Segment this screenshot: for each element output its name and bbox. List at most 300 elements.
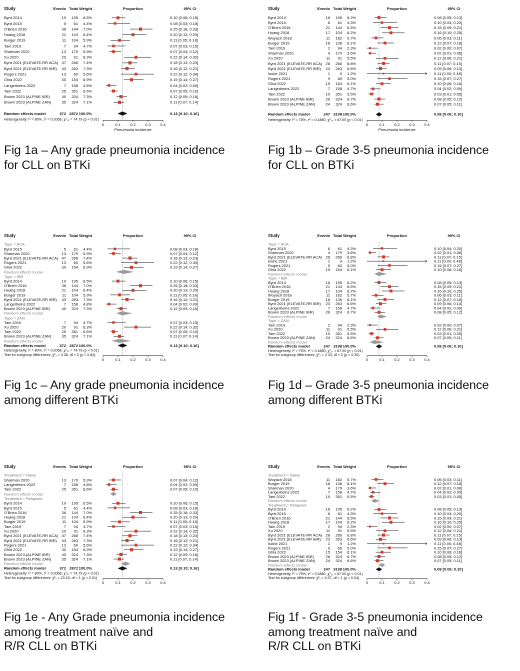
ci-value: 0.10 [0.06; 0.16] — [434, 267, 463, 273]
forest-plot-1c — [2, 231, 252, 371]
subgroup-diamond — [370, 340, 384, 344]
ci-value: 0.07 [0.04; 0.12] — [170, 250, 199, 256]
x-tick-label: 0.3 — [409, 357, 415, 363]
forest-plot-1c-svg — [2, 231, 252, 371]
ci-value: 0.11 [0.07; 0.14] — [170, 556, 198, 562]
total-value: 2872 — [69, 110, 78, 116]
events-value: 24 — [325, 558, 330, 564]
point-estimate-square — [372, 88, 375, 91]
weight-value: 4.8% — [83, 481, 92, 487]
x-tick-label: 0.3 — [409, 580, 415, 586]
point-estimate-square — [135, 530, 138, 533]
point-estimate-square — [388, 264, 391, 267]
x-tick-label: 0 — [101, 580, 105, 586]
header-weight: Weight — [79, 464, 92, 469]
weight-value: 1.2% — [347, 258, 356, 264]
study-name: Ghia 2022 — [268, 81, 286, 87]
total-value: 154 — [335, 267, 342, 273]
point-estimate-square — [132, 33, 135, 36]
events-value: 10 — [325, 493, 330, 499]
total-value: 324 — [71, 306, 78, 312]
study-name: Rogers 2021 — [4, 542, 27, 548]
weight-value: 100.0% — [78, 565, 92, 571]
study-name: Tam 2019 — [268, 523, 286, 529]
study-name: Huang 2018 — [4, 514, 26, 520]
weight-value: 1.2% — [347, 70, 356, 76]
ci-value: 0.04 [0.02; 0.09] — [170, 301, 199, 307]
ci-value: 0.10 [0.04; 0.20] — [434, 20, 463, 26]
caption-1e-line-2: among treatment naïve and — [4, 624, 154, 639]
weight-value: 6.4% — [83, 514, 92, 520]
header-proportion: Proportion — [387, 233, 407, 238]
point-estimate-square — [381, 21, 383, 23]
point-estimate-square — [381, 268, 384, 271]
study-name: Rogers 2021 — [268, 76, 291, 82]
weight-value: 2.3% — [347, 45, 356, 51]
total-value: 266 — [71, 60, 78, 66]
total-value: 3198 — [333, 111, 342, 117]
study-name: Isobe 2021 — [268, 70, 288, 76]
caption-1b-line-2: for CLL on BTKi — [268, 157, 355, 172]
events-value: 10 — [325, 330, 330, 336]
study-name: O'Brien 2016 — [268, 515, 291, 521]
total-value: 144 — [335, 284, 342, 290]
ci-value: 0.13 [0.10; 0.16] — [170, 342, 199, 348]
ci-value: 0.12 [0.09; 0.16] — [170, 306, 199, 312]
events-value: 35 — [61, 333, 66, 339]
point-estimate-square — [384, 482, 387, 485]
study-name: Brown 2023 (ALPINE IBR) — [4, 94, 50, 100]
point-estimate-square — [381, 551, 384, 554]
point-estimate-square — [384, 42, 387, 45]
total-value: 154 — [335, 81, 342, 87]
study-name: Tam 2022 — [268, 330, 286, 336]
total-value: 104 — [71, 32, 78, 38]
ci-value: 0.22 [0.14; 0.32] — [170, 324, 199, 330]
subgroup-diamond — [117, 270, 134, 274]
point-estimate-square — [125, 67, 128, 70]
x-tick-label: 0 — [101, 357, 105, 363]
study-name: Tam 2019 — [4, 43, 22, 49]
study-name: Byrd 2021 (ELEVATE-RR IBR) — [4, 537, 57, 543]
study-name: Byrd 2014 — [4, 278, 22, 284]
events-value: 247 — [323, 566, 330, 572]
total-value: 351 — [71, 329, 78, 335]
subgroup-label: Type = ACA — [268, 241, 289, 247]
events-value: 372 — [59, 342, 66, 348]
study-name: Byrd 2015 — [268, 245, 286, 251]
total-value: 104 — [71, 519, 78, 525]
events-value: 16 — [325, 481, 330, 487]
total-value: 9 — [339, 70, 342, 76]
x-tick-label: 0 — [101, 121, 105, 127]
x-tick-label: 0.2 — [130, 357, 136, 363]
total-value: 91 — [73, 528, 78, 534]
weight-value: 6.1% — [347, 81, 356, 87]
events-value: 6 — [327, 511, 330, 517]
weight-value: 7.3% — [83, 94, 92, 100]
study-name: Brown 2023 (ALPINE IBR) — [268, 309, 314, 315]
point-estimate-square — [388, 77, 391, 80]
header-proportion: Proportion — [123, 233, 143, 238]
events-value: 30 — [61, 264, 66, 270]
caption-1e-line-3: R/R CLL on BTKi — [4, 639, 98, 653]
weight-value: 6.9% — [83, 77, 92, 83]
ci-value: 0.19 [0.14; 0.27] — [170, 77, 199, 83]
x-tick-label: 0 — [365, 357, 369, 363]
total-value: 136 — [335, 40, 342, 46]
point-estimate-square — [379, 302, 382, 305]
point-estimate-square — [383, 543, 385, 545]
point-estimate-square — [112, 525, 115, 528]
ci-value: 0.02 [0.01; 0.06] — [434, 250, 463, 256]
caption-1b-line-1: Fig 1b – Grade 3-5 pneumonia incidence — [268, 143, 489, 157]
weight-value: 6.6% — [347, 65, 356, 71]
forest-plot-1f — [266, 462, 518, 594]
total-value: 179 — [71, 48, 78, 54]
events-value: 15 — [325, 81, 330, 87]
total-value: 158 — [71, 481, 78, 487]
total-value: 94 — [73, 523, 78, 529]
weight-value: 7.3% — [83, 551, 92, 557]
forest-plot-1b — [266, 4, 518, 136]
study-name: Sharman 2020 — [4, 48, 30, 54]
weight-value: 7.0% — [83, 509, 92, 515]
ci-value: 0.08 [0.03; 0.18] — [170, 20, 199, 26]
x-tick-label: 0.3 — [145, 357, 151, 363]
weight-value: 5.9% — [83, 292, 92, 298]
events-value: 7 — [63, 82, 66, 88]
overall-model-label: Random effects model — [4, 110, 46, 116]
point-estimate-square — [112, 90, 115, 93]
ci-value: 0.11 [0.00; 0.48] — [434, 70, 462, 76]
total-value: 266 — [335, 60, 342, 66]
subgroup-model-label: Random effects model — [268, 313, 307, 319]
x-tick-label: 0.1 — [115, 580, 121, 586]
weight-value: 2.3% — [347, 523, 356, 529]
total-value: 179 — [335, 250, 342, 256]
weight-value: 4.4% — [83, 20, 92, 26]
ci-value: 0.06 [0.03; 0.11] — [434, 292, 462, 298]
events-value: 2 — [327, 322, 330, 328]
ci-value: 0.11 [0.07; 0.15] — [434, 254, 462, 260]
events-value: 11 — [325, 528, 330, 534]
overall-model-label: Random effects model — [4, 565, 46, 571]
point-estimate-square — [369, 487, 371, 489]
study-name: Rogers 2021 — [268, 545, 291, 551]
subgroup-model-label: Random effects model — [4, 269, 43, 275]
study-name: Sharman 2020 — [4, 250, 30, 256]
ci-value: 0.07 [0.04; 0.12] — [170, 477, 199, 483]
weight-value: 6.2% — [347, 506, 356, 512]
subgroup-diamond — [112, 339, 130, 343]
total-value: 94 — [337, 45, 342, 51]
point-estimate-square — [369, 252, 371, 254]
subgroup-model-label: Random effects model — [268, 339, 307, 345]
study-name: Tam 2019 — [268, 45, 286, 51]
ci-value: 0.02 [0.00; 0.07] — [434, 45, 463, 51]
events-value: 21 — [325, 25, 330, 31]
weight-value: 4.7% — [83, 319, 92, 325]
weight-value: 5.9% — [83, 37, 92, 43]
point-estimate-square — [139, 511, 142, 514]
events-value: 16 — [325, 279, 330, 285]
header-weight: Weight — [343, 6, 356, 11]
point-estimate-square — [377, 98, 380, 101]
ci-value: 0.25 [0.18; 0.33] — [170, 509, 199, 515]
study-name: Xu 2020 — [268, 528, 283, 534]
weight-value: 7.1% — [83, 99, 92, 105]
weight-value: 5.5% — [347, 326, 356, 332]
weight-value: 5.5% — [347, 493, 356, 499]
weight-value: 100.0% — [78, 342, 92, 348]
ci-value: 0.11 [0.05; 0.18] — [170, 519, 198, 525]
weight-value: 7.4% — [83, 60, 92, 66]
study-name: Burger 2019 — [4, 292, 26, 298]
study-name: Burger 2019 — [268, 481, 290, 487]
point-estimate-square — [114, 507, 116, 509]
header-total: Total — [68, 464, 78, 469]
point-estimate-square — [128, 257, 131, 260]
total-value: 182 — [335, 476, 342, 482]
events-value: 1 — [327, 540, 330, 546]
weight-value: 4.8% — [83, 301, 92, 307]
point-estimate-square — [119, 307, 122, 310]
total-value: 60 — [73, 542, 78, 548]
total-value: 144 — [335, 25, 342, 31]
total-value: 104 — [71, 292, 78, 298]
overall-diamond — [376, 568, 382, 572]
ci-value: 0.09 [0.06; 0.13] — [434, 65, 463, 71]
study-name: Xu 2020 — [268, 326, 283, 332]
point-estimate-square — [383, 73, 385, 75]
events-value: 23 — [325, 536, 330, 542]
study-name: Xu 2020 — [4, 324, 19, 330]
total-value: 324 — [71, 556, 78, 562]
total-value: 324 — [71, 94, 78, 100]
ci-value: 0.10 [0.06; 0.16] — [434, 81, 463, 87]
x-tick-label: 0.1 — [115, 121, 121, 127]
header-study: Study — [4, 6, 16, 11]
events-value: 30 — [61, 77, 66, 83]
weight-value: 6.1% — [347, 549, 356, 555]
total-value: 9 — [339, 540, 342, 546]
point-estimate-square — [370, 93, 373, 96]
ci-value: 0.07 [0.05; 0.10] — [170, 329, 199, 335]
events-value: 9 — [327, 76, 330, 82]
forest-plot-1e — [2, 462, 252, 594]
header-events: Events — [317, 464, 330, 469]
subgroup-model-label: Random effects model — [4, 338, 43, 344]
point-estimate-square — [128, 534, 131, 537]
events-value: 43 — [61, 65, 66, 71]
total-value: 104 — [335, 288, 342, 294]
total-value: 266 — [335, 532, 342, 538]
study-name: Xu 2020 — [268, 55, 283, 61]
study-name: Byrd 2014 — [268, 279, 286, 285]
point-estimate-square — [118, 39, 121, 42]
ci-value: 0.03 [0.01; 0.05] — [434, 493, 463, 499]
ci-value: 0.12 [0.07; 0.18] — [434, 40, 463, 46]
study-name: Tam 2019 — [4, 319, 22, 325]
x-tick-label: 0.1 — [379, 121, 385, 127]
weight-value: 5.6% — [83, 542, 92, 548]
point-estimate-square — [118, 558, 121, 561]
x-axis-label: Pneumonia incidence — [378, 126, 416, 132]
subgroup-diamond — [375, 272, 387, 276]
subgroup-label: Treatment = Naive — [4, 472, 36, 478]
point-estimate-square — [132, 289, 135, 292]
point-estimate-square — [390, 31, 393, 34]
point-estimate-square — [114, 248, 116, 250]
overall-diamond — [118, 344, 127, 348]
weight-value: 100.0% — [342, 566, 356, 572]
study-name: Byrd 2021 (ELEVATE-RR ACA) — [268, 532, 323, 538]
total-value: 144 — [71, 509, 78, 515]
ci-value: 0.11 [0.07; 0.15] — [434, 532, 462, 538]
point-estimate-square — [130, 548, 133, 551]
study-name: Byrd 2021 (ELEVATE-RR IBR) — [4, 296, 57, 302]
events-value: 21 — [61, 514, 66, 520]
heterogeneity-note: Test for subgroup differences: χ²₂ = 0.36, df = 2 (p = 0.84) — [4, 353, 96, 358]
point-estimate-square — [388, 26, 391, 29]
subgroup-label: Treatment = Naive — [268, 472, 300, 478]
x-tick-label: 0.1 — [379, 357, 385, 363]
events-value: 13 — [61, 71, 66, 77]
weight-value: 6.5% — [83, 500, 92, 506]
point-estimate-square — [119, 553, 122, 556]
study-name: Huang 2018 — [268, 30, 290, 36]
ci-value: 0.04 [0.02; 0.09] — [170, 82, 199, 88]
events-value: 1 — [327, 258, 330, 264]
weight-value: 6.9% — [83, 264, 92, 270]
total-value: 324 — [335, 335, 342, 341]
weight-value: 6.8% — [347, 254, 356, 260]
weight-value: 7.4% — [83, 533, 92, 539]
study-name: Langerbeins 2022 — [268, 86, 300, 92]
overall-model-label: Random effects model — [268, 566, 310, 572]
point-estimate-square — [139, 28, 142, 31]
study-name: Byrd 2015 — [4, 20, 22, 26]
study-name: O'Brien 2016 — [268, 25, 291, 31]
point-estimate-square — [378, 16, 381, 19]
total-value: 104 — [71, 287, 78, 293]
point-estimate-square — [112, 45, 115, 48]
ci-value: 0.13 [0.10; 0.16] — [170, 110, 199, 116]
weight-value: 4.7% — [347, 305, 356, 311]
events-value: 26 — [325, 96, 330, 102]
ci-value: 0.08 [0.06; 0.10] — [434, 111, 463, 117]
ci-value: 0.07 [0.03; 0.15] — [170, 43, 199, 49]
total-value: 266 — [335, 254, 342, 260]
subgroup-label: Treatment = Relapsed — [4, 495, 43, 501]
x-tick-label: 0.3 — [145, 121, 151, 127]
point-estimate-square — [114, 22, 116, 24]
events-value: 21 — [325, 284, 330, 290]
total-value: 61 — [337, 20, 342, 26]
ci-value: 0.15 [0.07; 0.27] — [434, 76, 463, 82]
point-estimate-square — [384, 298, 387, 301]
point-estimate-square — [381, 512, 383, 514]
total-value: 195 — [335, 279, 342, 285]
weight-value: 4.7% — [347, 489, 356, 495]
study-name: Burger 2019 — [268, 40, 290, 46]
header-total: Total — [332, 233, 342, 238]
total-value: 324 — [335, 553, 342, 559]
events-value: 21 — [61, 32, 66, 38]
ci-value: 0.20 [0.13; 0.29] — [170, 32, 199, 38]
study-name: Brown 2023 (ALPINE IBR) — [4, 551, 50, 557]
total-value: 94 — [73, 319, 78, 325]
ci-value: 0.09 [0.06; 0.13] — [434, 301, 463, 307]
header-ci: 95% CI — [183, 233, 197, 238]
point-estimate-square — [370, 495, 373, 498]
ci-value: 0.03 [0.01; 0.05] — [434, 330, 463, 336]
total-value: 60 — [73, 71, 78, 77]
weight-value: 5.0% — [347, 76, 356, 82]
weight-value: 6.6% — [347, 536, 356, 542]
events-value: 9 — [327, 545, 330, 551]
study-name: Rogers 2021 — [4, 71, 27, 77]
point-estimate-square — [117, 502, 120, 505]
ci-value: 0.19 [0.14; 0.27] — [170, 264, 199, 270]
total-value: 263 — [71, 296, 78, 302]
ci-value: 0.02 [0.00; 0.07] — [434, 523, 463, 529]
total-value: 266 — [71, 533, 78, 539]
caption-1b — [268, 143, 489, 172]
total-value: 351 — [335, 493, 342, 499]
header-ci: 95% CI — [447, 6, 461, 11]
study-name: O'Brien 2016 — [4, 26, 27, 32]
subgroup-diamond — [111, 492, 117, 496]
forest-plot-1a — [2, 4, 252, 136]
study-name: Ghia 2022 — [4, 264, 22, 270]
caption-1a — [4, 143, 225, 172]
total-value: 351 — [335, 330, 342, 336]
weight-value: 2.3% — [347, 322, 356, 328]
ci-value: 0.15 [0.09; 0.21] — [434, 515, 463, 521]
total-value: 324 — [71, 333, 78, 339]
events-value: 25 — [61, 486, 66, 492]
point-estimate-square — [388, 516, 391, 519]
study-name: Brown 2023 (ALPINE IBR) — [268, 553, 314, 559]
ci-value: 0.03 [0.01; 0.05] — [434, 91, 463, 97]
study-name: Tam 2022 — [4, 88, 22, 94]
forest-plot-1e-svg — [2, 462, 252, 594]
events-value: 28 — [325, 254, 330, 260]
ci-value: 0.12 [0.09; 0.16] — [170, 94, 199, 100]
total-value: 195 — [335, 14, 342, 20]
study-name: Langerbeins 2022 — [268, 305, 300, 311]
ci-value: 0.07 [0.03; 0.15] — [170, 523, 199, 529]
events-value: 7 — [327, 305, 330, 311]
weight-value: 6.5% — [347, 284, 356, 290]
point-estimate-square — [369, 324, 371, 326]
weight-value: 6.7% — [347, 96, 356, 102]
subgroup-diamond — [117, 311, 132, 315]
overall-diamond — [376, 345, 382, 349]
point-estimate-square — [384, 529, 387, 532]
weight-value: 7.1% — [83, 333, 92, 339]
study-name: Byrd 2021 (ELEVATE-RR ACA) — [4, 60, 59, 66]
study-name: Sharman 2020 — [4, 477, 30, 483]
events-value: 7 — [327, 489, 330, 495]
events-value: 25 — [61, 88, 66, 94]
point-estimate-square — [372, 491, 375, 494]
ci-value: 0.10 [0.04; 0.20] — [434, 245, 463, 251]
point-estimate-square — [375, 37, 378, 40]
point-estimate-square — [369, 52, 371, 54]
